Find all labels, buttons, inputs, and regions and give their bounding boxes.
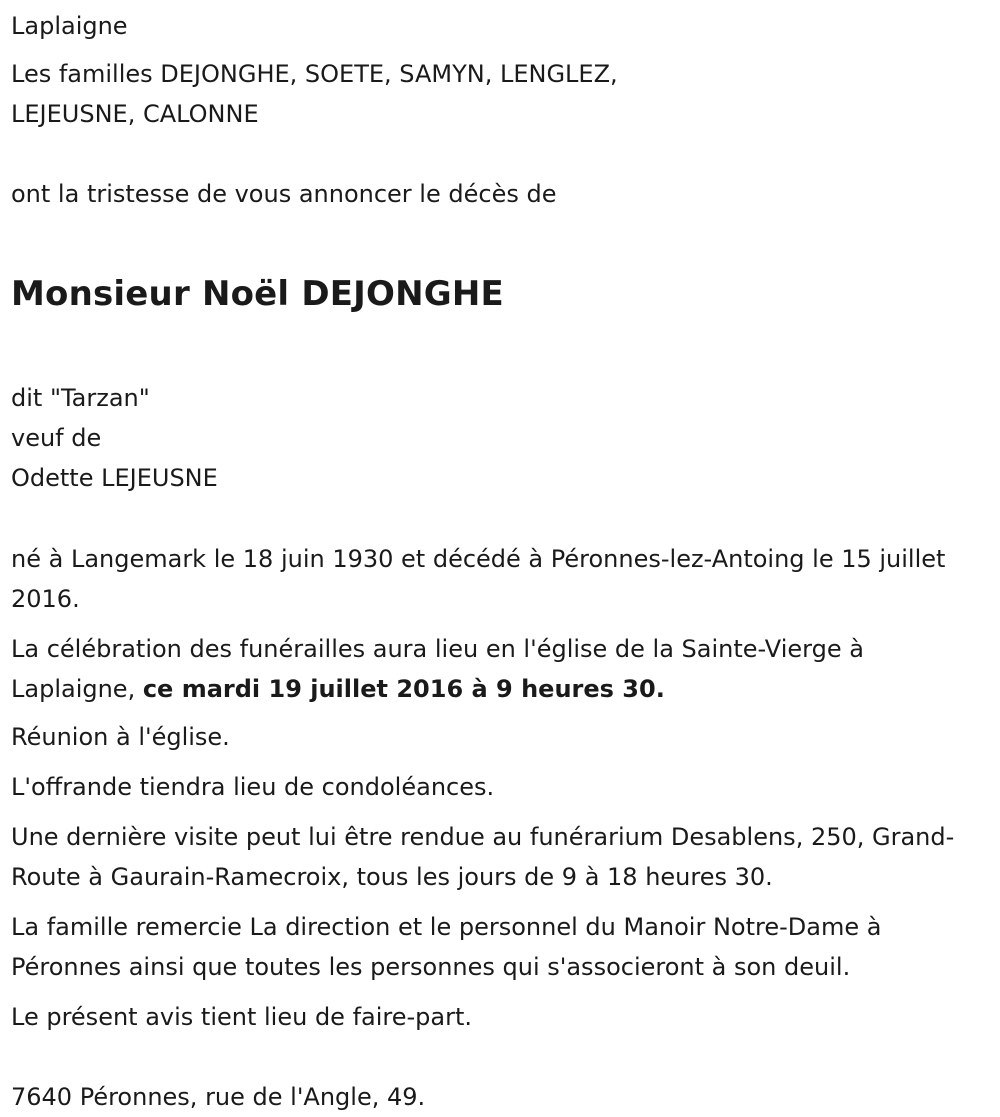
announcement-text: ont la tristesse de vous annoncer le décès de (11, 180, 557, 208)
funeral-datetime: ce mardi 19 juillet 2016 à 9 heures 30. (142, 675, 665, 703)
visit-text: Une dernière visite peut lui être rendue au funérarium Desablens, 250, Grand-Route à Gaurain-Ramecroix, tous les jours de 9 à 18 heures 30. (11, 823, 955, 891)
families-line-1: Les familles DEJONGHE, SOETE, SAMYN, LENGLEZ, (11, 60, 618, 88)
obituary-notice (11, 6, 991, 1117)
widow-of-label: veuf de (11, 424, 102, 452)
spouse-name: Odette LEJEUSNE (11, 464, 218, 492)
location-text: Laplaigne (11, 12, 128, 40)
address-text: 7640 Péronnes, rue de l'Angle, 49. (11, 1083, 426, 1111)
birth-death-text: né à Langemark le 18 juin 1930 et décédé à Péronnes-lez-Antoing le 15 juillet 2016. (11, 545, 946, 613)
meeting-text: Réunion à l'église. (11, 723, 230, 751)
families-line-2: LEJEUSNE, CALONNE (11, 100, 259, 128)
notice-statement: Le présent avis tient lieu de faire-part. (11, 1003, 473, 1031)
nickname-text: dit "Tarzan" (11, 384, 150, 412)
offering-text: L'offrande tiendra lieu de condoléances. (11, 773, 495, 801)
deceased-name: Monsieur Noël DEJONGHE (11, 274, 504, 314)
funeral-paragraph (11, 629, 991, 709)
thanks-text: La famille remercie La direction et le personnel du Manoir Notre-Dame à Péronnes ainsi que toutes les personnes qui s'associeront à son deuil. (11, 913, 882, 981)
funeral-text: La célébration des funérailles aura lieu en l'église de la Sainte-Vierge à Laplaigne, (11, 635, 864, 703)
